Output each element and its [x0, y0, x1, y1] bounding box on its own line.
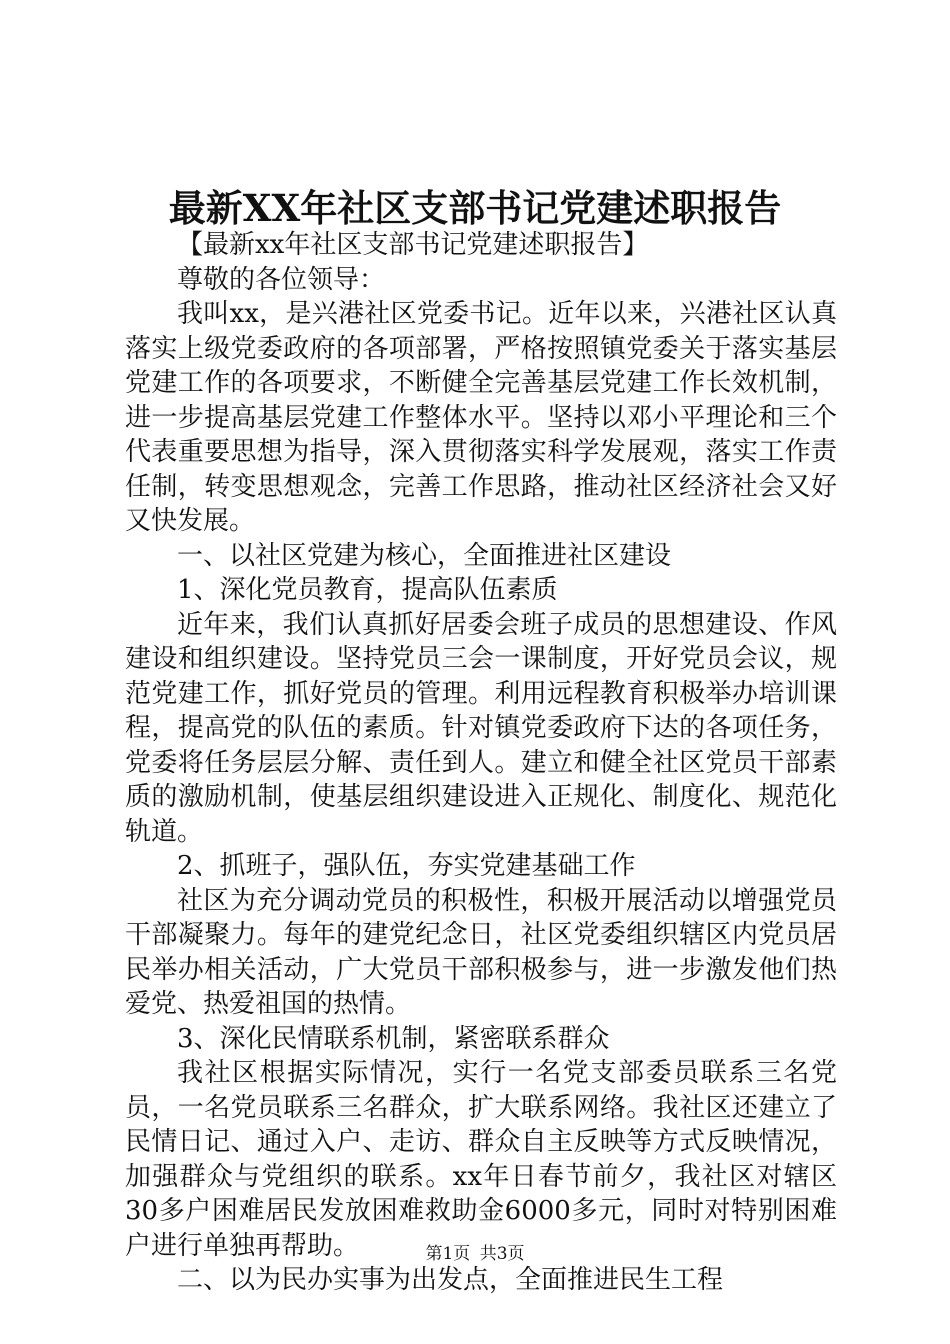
paragraph-subtitle: 【最新xx年社区支部书记党建述职报告】	[177, 230, 649, 260]
heading-subsection-1: 1、深化党员教育，提高队伍素质	[177, 575, 558, 605]
document-body	[125, 228, 837, 1298]
paragraph-subsection-3: 我社区根据实际情况，实行一名党支部委员联系三名党员，一名党员联系三名群众，扩大联系网络。我社区还建立了民情日记、通过入户、走访、群众自主反映等方式反映情况，加强群众与党组织的联系。xx年日春节前夕，我社区对辖区30多户困难居民发放困难救助金6000多元，同时对特别困难户进行单独再帮助。	[125, 1058, 837, 1261]
heading-section-1: 一、以社区党建为核心，全面推进社区建设	[177, 540, 672, 571]
document-title: 最新XX年社区支部书记党建述职报告	[168, 186, 782, 230]
page-number-current: 第1页	[425, 1244, 471, 1264]
heading-section-2: 二、以为民办实事为出发点，全面推进民生工程	[177, 1265, 724, 1295]
paragraph-subsection-1: 近年来，我们认真抓好居委会班子成员的思想建设、作风建设和组织建设。坚持党员三会一课制度，开好党员会议，规范党建工作，抓好党员的管理。利用远程教育积极举办培训课程，提高党的队伍的素质。针对镇党委政府下达的各项任务，党委将任务层层分解、责任到人。建立和健全社区党员干部素质的激励机制，使基层组织建设进入正规化、制度化、规范化轨道。	[125, 609, 837, 847]
page-number-total: 共3页	[479, 1244, 525, 1264]
paragraph-subsection-2: 社区为充分调动党员的积极性，积极开展活动以增强党员干部凝聚力。每年的建党纪念日，社区党委组织辖区内党员居民举办相关活动，广大党员干部积极参与，进一步激发他们热爱党、热爱祖国的热情。	[125, 885, 837, 1019]
page-footer	[0, 1242, 950, 1266]
heading-subsection-3: 3、深化民情联系机制，紧密联系群众	[177, 1023, 610, 1054]
paragraph-intro: 我叫xx，是兴港社区党委书记。近年以来，兴港社区认真落实上级党委政府的各项部署，严格按照镇党委关于落实基层党建工作的各项要求，不断健全完善基层党建工作长效机制，进一步提高基层党建工作整体水平。坚持以邓小平理论和三个代表重要思想为指导，深入贯彻落实科学发展观，落实工作责任制，转变思想观念，完善工作思路，推动社区经济社会又好又快发展。	[125, 299, 837, 536]
heading-subsection-2: 2、抓班子，强队伍，夯实党建基础工作	[177, 851, 636, 881]
paragraph-salutation: 尊敬的各位领导：	[177, 264, 386, 295]
